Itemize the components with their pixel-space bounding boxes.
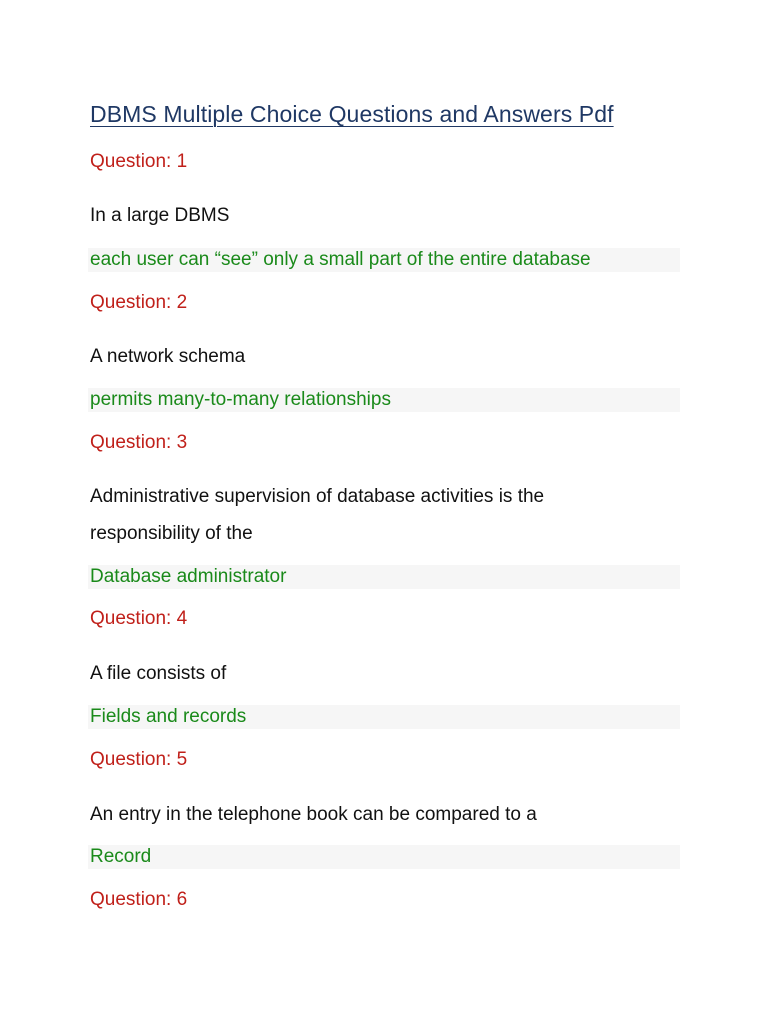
- question-label: Question: 4: [90, 608, 188, 629]
- question-text: In a large DBMS: [90, 205, 230, 226]
- question-label: Question: 6: [90, 889, 188, 910]
- question-text: An entry in the telephone book can be compared to a: [90, 804, 537, 825]
- question-label: Question: 3: [90, 432, 188, 453]
- question-label: Question: 5: [90, 749, 188, 770]
- document-title: DBMS Multiple Choice Questions and Answers Pdf: [90, 101, 614, 127]
- question-label: Question: 1: [90, 151, 188, 172]
- answer-text: Database administrator: [88, 565, 680, 589]
- question-text: A network schema: [90, 346, 246, 367]
- answer-text: Fields and records: [88, 705, 680, 729]
- question-text: A file consists of: [90, 663, 227, 684]
- answer-text: Record: [88, 845, 680, 869]
- question-text: Administrative supervision of database activities is the responsibility of the: [90, 486, 545, 544]
- answer-text: permits many-to-many relationships: [88, 388, 680, 412]
- question-label: Question: 2: [90, 292, 188, 313]
- answer-text: each user can “see” only a small part of the entire database: [88, 248, 680, 272]
